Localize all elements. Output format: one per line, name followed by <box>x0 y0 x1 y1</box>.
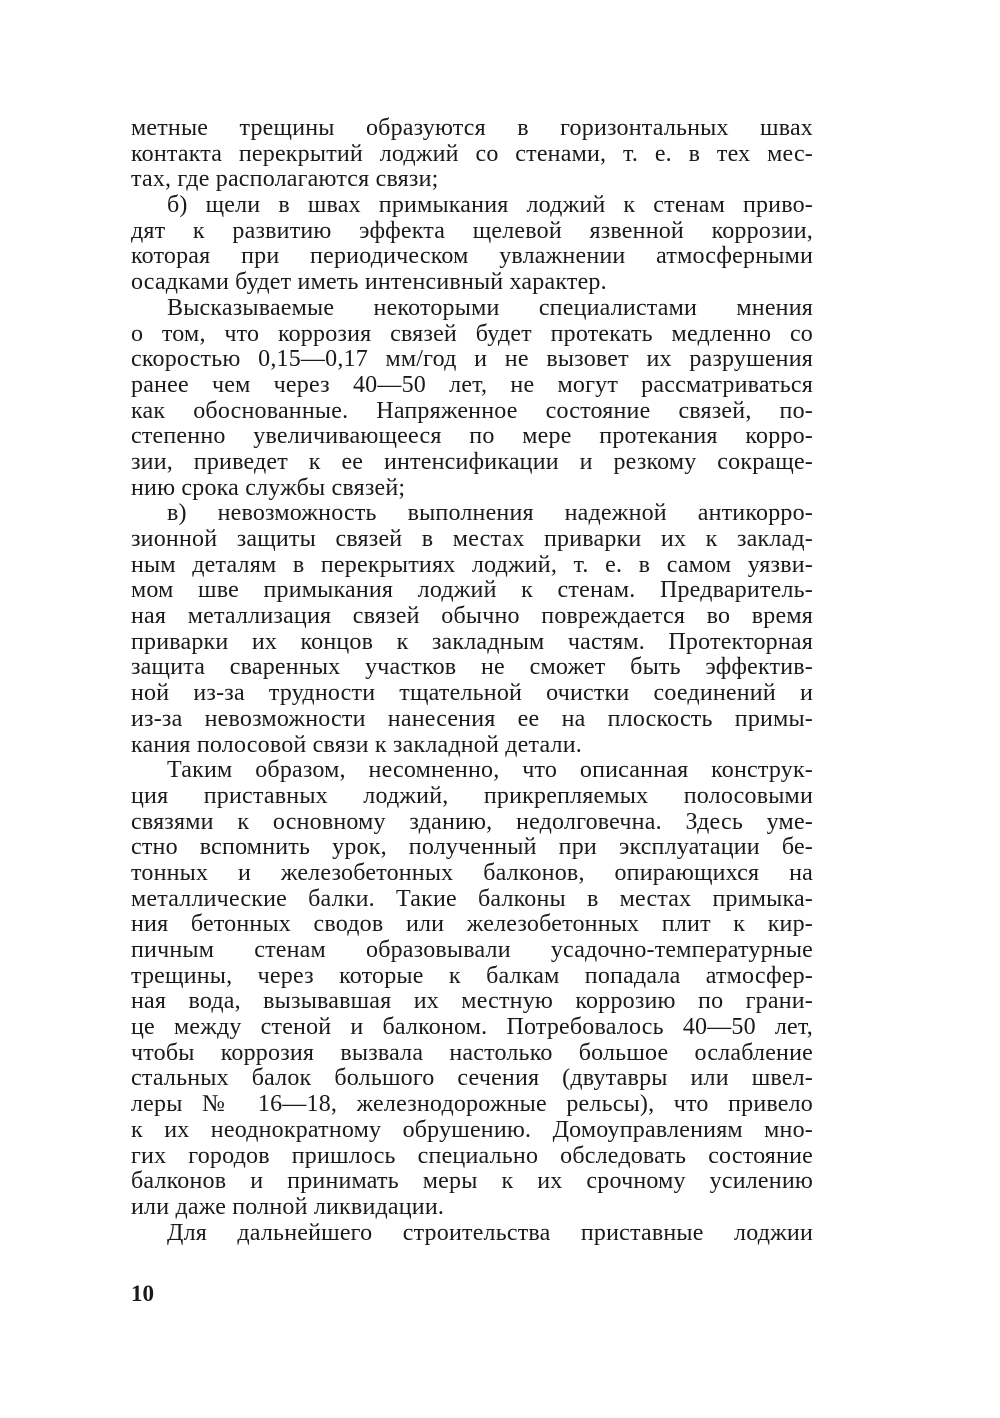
text-line: Для дальнейшего строительства приставные лоджии <box>167 1219 813 1246</box>
text-line: ным деталям в перекрытиях лоджий, т. е. в самом уязви- <box>131 551 813 578</box>
body-text <box>131 116 813 1246</box>
text-line: трещины, через которые к балкам попадала атмосфер- <box>131 962 813 989</box>
text-line: тах, где располагаются связи; <box>131 166 439 193</box>
text-line: дят к развитию эффекта щелевой язвенной коррозии, <box>131 217 813 244</box>
text-line: стно вспомнить урок, полученный при эксплуатации бе- <box>131 834 813 861</box>
text-line: о том, что коррозия связей будет протекать медленно со <box>131 320 813 347</box>
text-line: приварки их концов к закладным частям. Протекторная <box>131 628 813 655</box>
text-line: нию срока службы связей; <box>131 474 406 501</box>
text-line: це между стеной и балконом. Потребовалось 40—50 лет, <box>131 1014 813 1041</box>
text-line: чтобы коррозия вызвала настолько большое ослабление <box>131 1039 813 1066</box>
text-line: к их неоднократному обрушению. Домоуправлениям мно- <box>131 1116 813 1143</box>
text-line: степенно увеличивающееся по мере протекания корро- <box>131 423 813 450</box>
text-line: ная металлизация связей обычно повреждается во время <box>131 603 813 630</box>
text-line: контакта перекрытий лоджий со стенами, т. е. в тех мес- <box>131 140 813 167</box>
page-number: 10 <box>131 1281 154 1306</box>
text-line: Таким образом, несомненно, что описанная конструк- <box>167 757 813 784</box>
text-line: ной из-за трудности тщательной очистки соединений и <box>131 680 813 707</box>
text-line: из-за невозможности нанесения ее на плоскость примы- <box>131 705 813 732</box>
text-line: в) невозможность выполнения надежной антикорро- <box>167 500 813 527</box>
text-line: леры № 16—18, железнодорожные рельсы), что привело <box>131 1091 813 1118</box>
text-line: тонных и железобетонных балконов, опирающихся на <box>131 859 813 886</box>
text-line: ция приставных лоджий, прикрепляемых полосовыми <box>131 782 813 809</box>
text-line: кания полосовой связи к закладной детали. <box>131 731 582 758</box>
text-line: скоростью 0,15—0,17 мм/год и не вызовет их разрушения <box>131 346 813 373</box>
text-line: связями к основному зданию, недолговечна. Здесь уме- <box>131 808 813 835</box>
text-line: металлические балки. Такие балконы в местах примыка- <box>131 885 813 912</box>
text-line: стальных балок большого сечения (двутавры или швел- <box>131 1065 813 1092</box>
text-line: ния бетонных сводов или железобетонных плит к кир- <box>131 911 813 938</box>
text-line: гих городов пришлось специально обследовать состояние <box>131 1142 813 1169</box>
text-line: мом шве примыкания лоджий к стенам. Предваритель- <box>131 577 813 604</box>
text-line: зионной защиты связей в местах приварки их к заклад- <box>131 526 813 552</box>
text-line: б) щели в швах примыкания лоджий к стенам приво- <box>167 192 813 219</box>
text-line: которая при периодическом увлажнении атмосферными <box>131 243 813 270</box>
text-line: Высказываемые некоторыми специалистами мнения <box>167 294 813 321</box>
text-line: ная вода, вызывавшая их местную коррозию по грани- <box>131 988 813 1015</box>
text-line: метные трещины образуются в горизонтальных швах <box>131 115 813 141</box>
text-line: балконов и принимать меры к их срочному усилению <box>131 1168 813 1195</box>
text-line: пичным стенам образовывали усадочно-температурные <box>131 937 813 963</box>
text-line: или даже полной ликвидации. <box>131 1193 445 1220</box>
text-line: ранее чем через 40—50 лет, не могут рассматриваться <box>131 371 813 398</box>
text-line: защита сваренных участков не сможет быть эффектив- <box>131 654 813 681</box>
text-line: зии, приведет к ее интенсификации и резкому сокраще- <box>131 448 813 475</box>
text-line: осадками будет иметь интенсивный характер. <box>131 269 607 296</box>
text-line: как обоснованные. Напряженное состояние связей, по- <box>131 397 813 424</box>
